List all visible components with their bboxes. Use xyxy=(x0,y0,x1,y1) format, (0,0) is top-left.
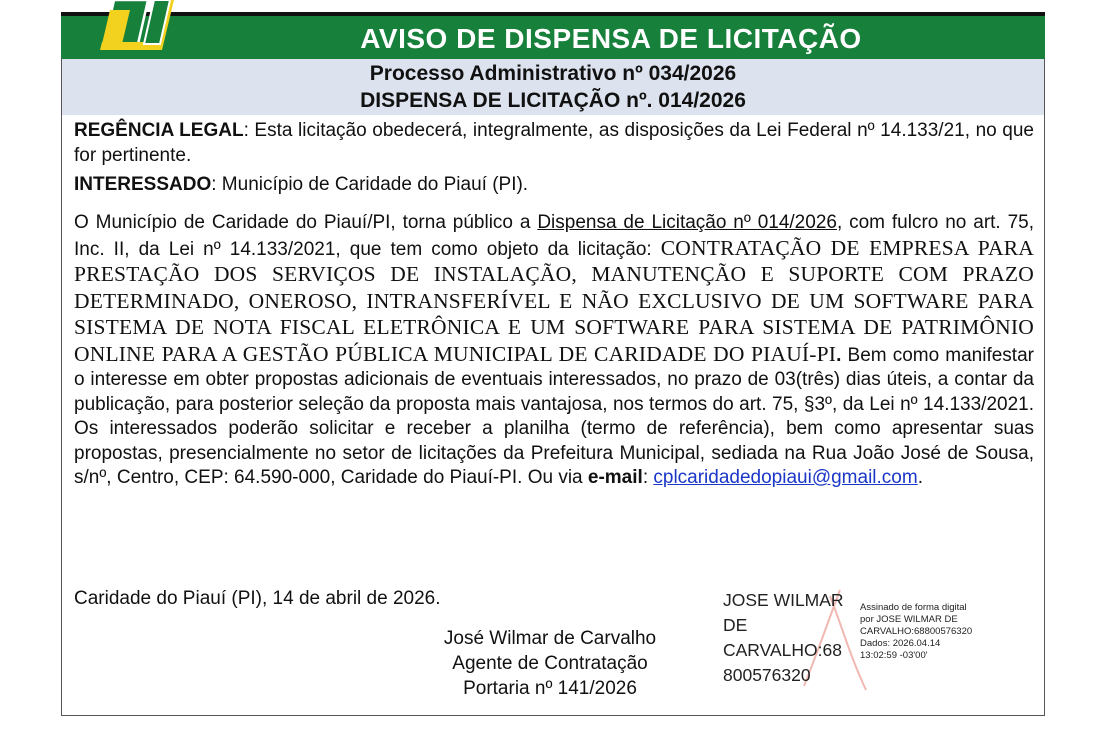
regencia-label: REGÊNCIA LEGAL xyxy=(74,120,244,141)
fulcro-text: , com fulcro no art. 75, Inc. II, da Lei nº 14.133/2021, que tem como objeto da licitação: xyxy=(74,212,1035,260)
dsig-info-line: por JOSE WILMAR DE xyxy=(860,614,958,625)
email-link[interactable]: cplcaridadedopiaui@gmail.com xyxy=(653,467,918,488)
email-label: e-mail xyxy=(587,467,643,488)
dsig-info-line: 13:02:59 -03'00' xyxy=(860,650,928,661)
dsig-info-line: Assinado de forma digital xyxy=(860,602,967,613)
dsig-name-line: JOSE WILMAR xyxy=(723,590,844,610)
object-description: CONTRATAÇÃO DE EMPRESA PARA PRESTAÇÃO DOS SERVIÇOS DE INSTALAÇÃO, MANUTENÇÃO E SUPORTE COM PRAZO DETERMINADO, ONEROSO, INTRANSFERÍVEL E NÃO EXCLUSIVO DE UM SOFTWARE PARA SISTEMA DE NOTA FISCAL ELETRÔNICA E UM SOFTWARE PARA SISTEMA DE PATRIMÔNIO ONLINE PARA A GESTÃO PÚBLICA MUNICIPAL DE CARIDADE DO PIAUÍ-PI xyxy=(74,235,1034,366)
final-period: . xyxy=(917,467,923,488)
dsig-info-line: Dados: 2026.04.14 xyxy=(860,638,941,649)
header-title: AVISO DE DISPENSA DE LICITAÇÃO xyxy=(360,23,862,54)
subheader-band xyxy=(62,59,1044,115)
object-period: . xyxy=(836,344,842,366)
dsig-name-line: 800576320 xyxy=(723,665,811,685)
date-line: Caridade do Piauí (PI), 14 de abril de 2026. xyxy=(74,588,441,609)
email-colon: : xyxy=(642,467,654,488)
dispensa-reference: Dispensa de Licitação nº 014/2026 xyxy=(537,212,837,233)
brand-logo-icon xyxy=(96,0,176,62)
main-paragraph xyxy=(74,211,1034,491)
signatory-name: José Wilmar de Carvalho xyxy=(443,628,657,649)
process-number: Processo Administrativo nº 034/2026 xyxy=(369,62,737,85)
signatory-role: Agente de Contratação xyxy=(452,653,648,674)
dsig-name-line: CARVALHO:68 xyxy=(723,640,842,660)
digital-signature-name xyxy=(723,588,863,688)
regencia-text: : Esta licitação obedecerá, integralmente, as disposições da Lei Federal nº 14.133/21, no que for pertinente. xyxy=(74,120,1034,166)
header-banner xyxy=(61,16,1045,59)
interessado-paragraph xyxy=(74,173,1034,198)
interessado-label: INTERESSADO xyxy=(74,174,212,195)
rest-text: Bem como manifestar o interesse em obter propostas adicionais de eventuais interessados, no prazo de 03(três) dias úteis, a contar da publicação, para posterior seleção da proposta mais vantajosa, nos termos do art. 75, §3º, da Lei nº 14.133/2021. Os interessados poderão solicitar e receber a planilha (termo de referência), bem como apresentar suas propostas, presencialmente no setor de licitações da Prefeitura Municipal, sediada na Rua João José de Sousa, s/nº, Centro, CEP: 64.590-000, Caridade do Piauí-PI. Ou via xyxy=(74,344,1034,488)
digital-signature-info xyxy=(860,602,1040,662)
dsig-info-line: CARVALHO:68800576320 xyxy=(860,626,973,637)
regencia-paragraph xyxy=(74,119,1034,168)
dsig-name-line: DE xyxy=(723,615,748,635)
dispensa-number: DISPENSA DE LICITAÇÃO nº. 014/2026 xyxy=(360,89,746,112)
interessado-text: : Município de Caridade do Piauí (PI). xyxy=(211,174,529,195)
signatory-portaria: Portaria nº 141/2026 xyxy=(463,678,637,699)
intro-text: O Município de Caridade do Piauí/PI, torna público a xyxy=(74,212,538,233)
